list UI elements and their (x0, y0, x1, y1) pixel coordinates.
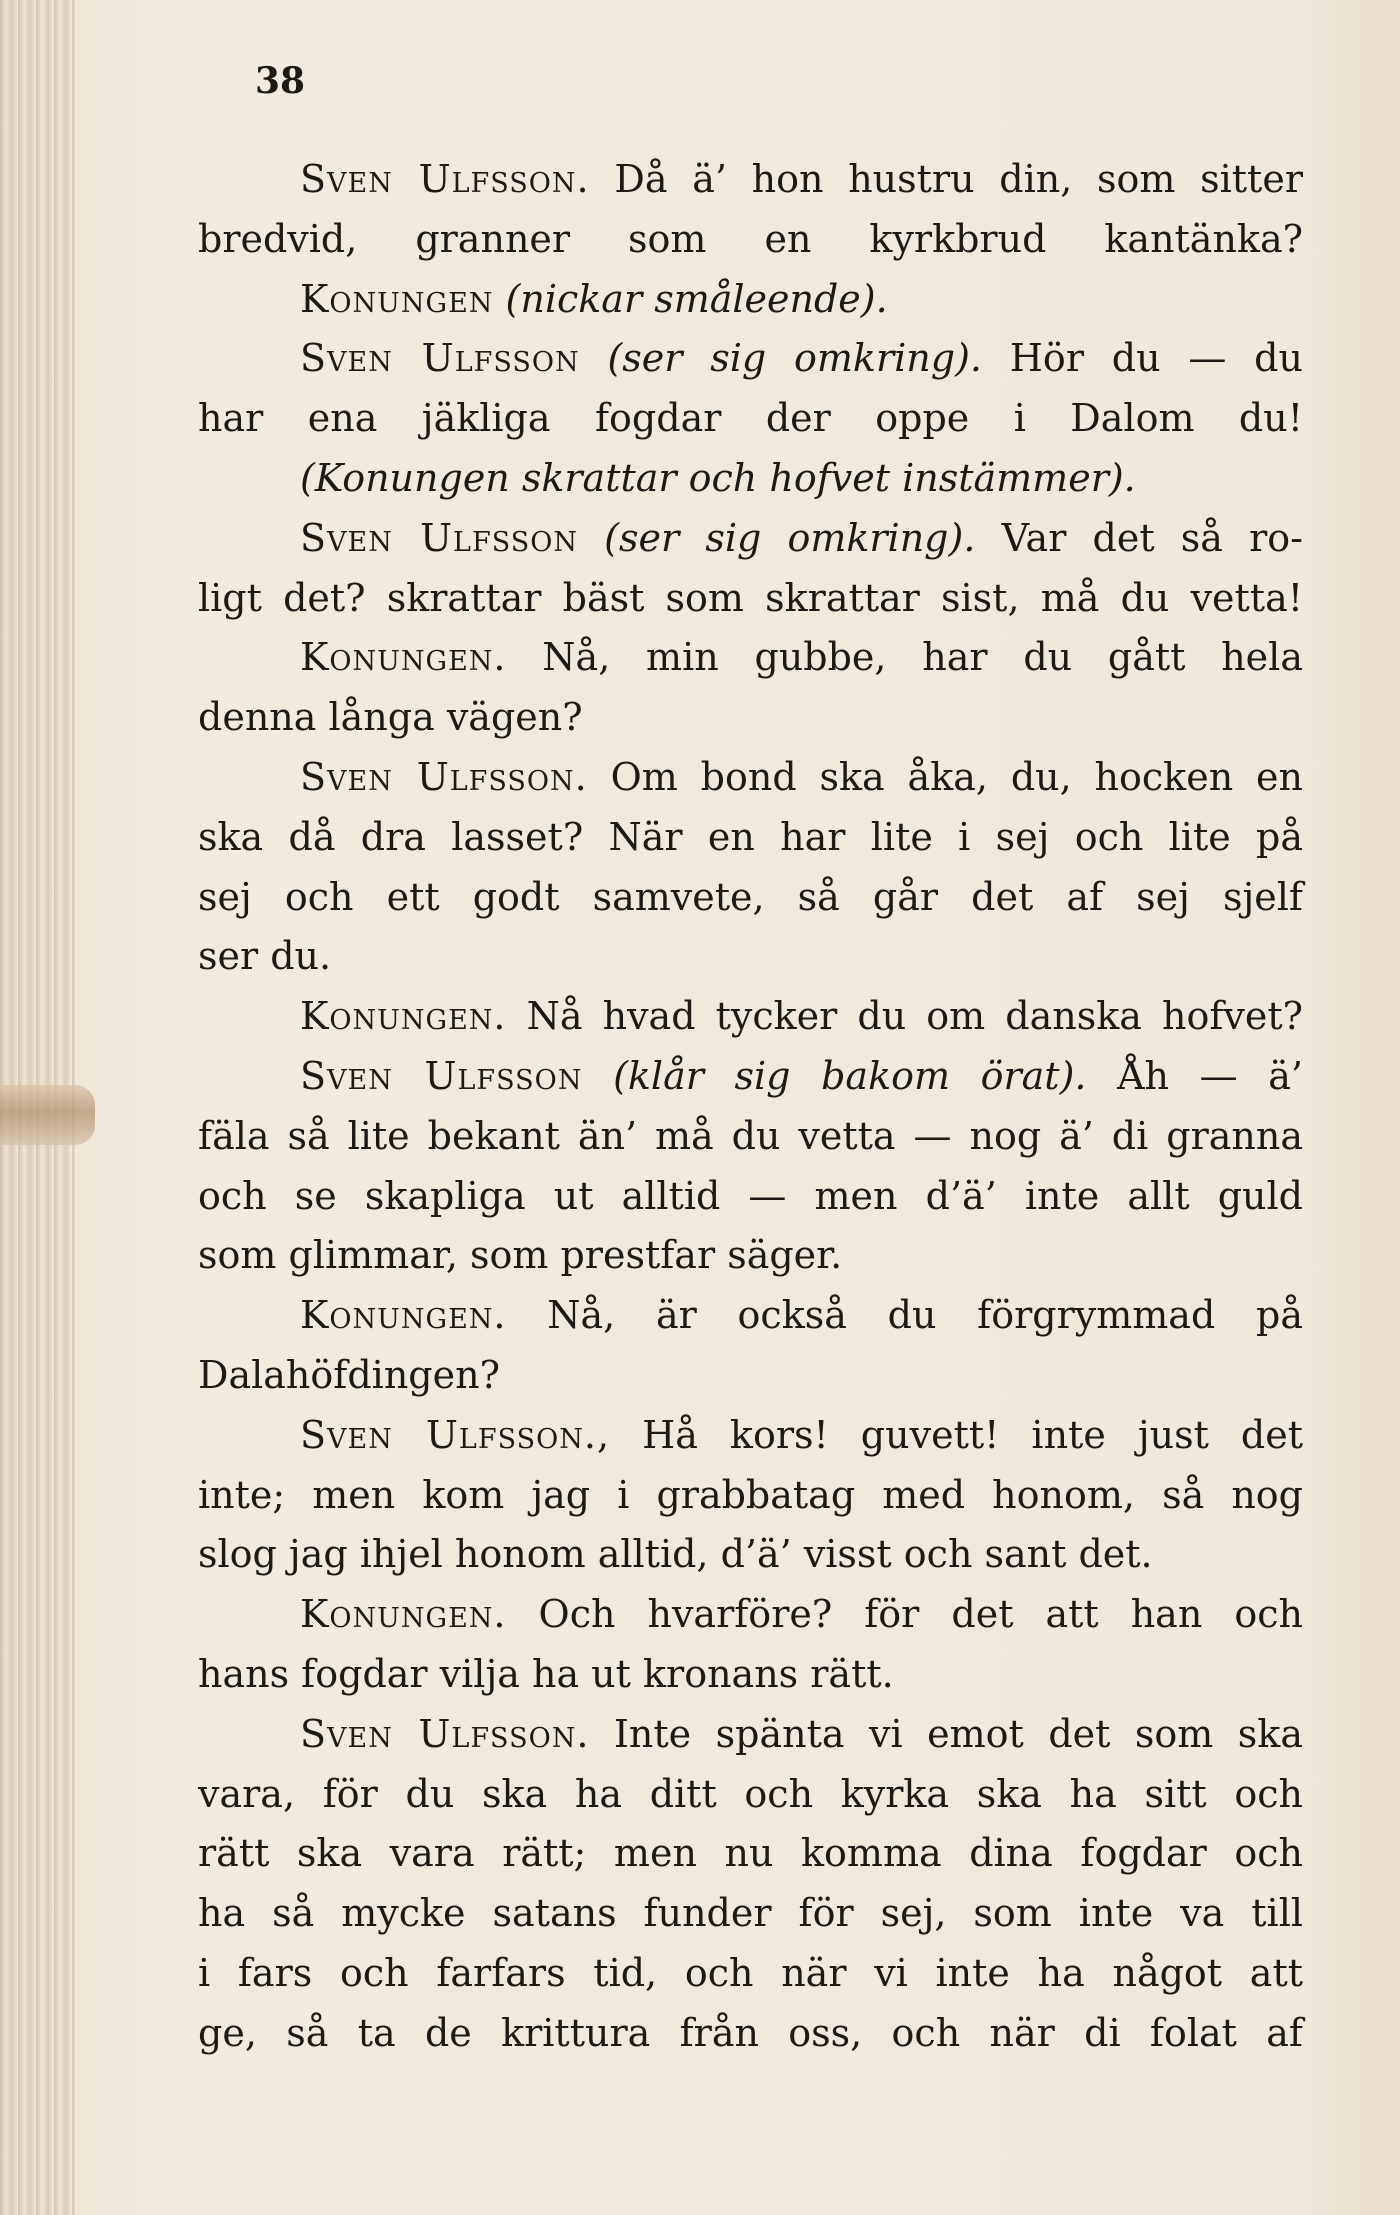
text-line (198, 270, 1303, 330)
text-line (198, 509, 1303, 569)
line-text: i fars och farfars tid, och när vi inte ha något att (198, 1950, 1303, 1995)
line-text: Nå, är också du förgrymmad på (547, 1293, 1303, 1338)
text-line (198, 449, 1303, 509)
text-line (198, 1824, 1303, 1884)
text-line (198, 150, 1303, 210)
line-text: ge, så ta de krittura från oss, och när di folat af (198, 2010, 1303, 2055)
line-text: denna långa vägen? (198, 695, 583, 740)
text-line (198, 1406, 1303, 1466)
text-line (198, 1167, 1303, 1227)
text-line (198, 569, 1303, 629)
line-text: Nå, min gubbe, har du gått hela (542, 635, 1303, 680)
speaker-name: Sven Ulfsson (300, 515, 578, 560)
text-line (198, 1645, 1303, 1705)
line-text: Och hvarföre? för det att han och (538, 1592, 1303, 1637)
line-text: ligt det? skrattar bäst som skrattar sist, må du vetta! (198, 575, 1303, 620)
text-line (198, 1286, 1303, 1346)
bookmark-ribbon (0, 1085, 95, 1145)
line-text: hans fogdar vilja ha ut kronans rätt. (198, 1651, 894, 1696)
text-line (198, 748, 1303, 808)
line-text: bredvid, granner som en kyrkbrud kantänka? (198, 216, 1303, 261)
speaker-name: Konungen. (300, 994, 507, 1039)
text-line (198, 868, 1303, 928)
speaker-name: Sven Ulfsson., (300, 1412, 611, 1457)
line-text: Då ä’ hon hustru din, som sitter (614, 157, 1303, 201)
line-text: Hå kors! guvett! inte just det (642, 1412, 1303, 1457)
speaker-name: Konungen. (300, 635, 507, 680)
speaker-name: Sven Ulfsson. (300, 754, 588, 799)
stage-direction: (nickar småleende). (505, 276, 888, 321)
text-line (198, 628, 1303, 688)
stage-direction: (ser sig omkring). (607, 336, 982, 381)
text-line (198, 1107, 1303, 1167)
line-text: Om bond ska åka, du, hocken en (610, 754, 1303, 799)
speaker-name: Sven Ulfsson (300, 1053, 583, 1098)
line-text: ser du. (198, 934, 332, 979)
stage-direction: (ser sig omkring). (604, 515, 976, 560)
text-line (198, 210, 1303, 270)
speaker-name: Sven Ulfsson. (300, 157, 590, 201)
line-text: fäla så lite bekant än’ må du vetta — nog ä’ di granna (198, 1113, 1303, 1158)
line-text: Inte spänta vi emot det som ska (613, 1711, 1303, 1756)
line-text: Var det så ro- (1001, 515, 1303, 560)
line-text: och se skapliga ut alltid — men d’ä’ inte allt guld (198, 1173, 1303, 1218)
line-text: Dalahöfdingen? (198, 1352, 500, 1397)
line-text: vara, för du ska ha ditt och kyrka ska ha sitt och (198, 1771, 1303, 1816)
text-line (198, 1525, 1303, 1585)
speaker-name: Sven Ulfsson. (300, 1711, 590, 1756)
speaker-name: Konungen. (300, 1293, 507, 1338)
text-line (198, 1585, 1303, 1645)
line-text: Hör du — du (1009, 336, 1303, 381)
text-line (198, 927, 1303, 987)
text-line (198, 1884, 1303, 1944)
speaker-name: Konungen. (300, 1592, 507, 1637)
text-line (198, 1047, 1303, 1107)
text-block (198, 150, 1303, 2064)
speaker-name: Konungen (300, 276, 494, 321)
line-text: Åh — ä’ (1117, 1053, 1303, 1098)
text-line (198, 1765, 1303, 1825)
text-line (198, 1705, 1303, 1765)
text-line (198, 2004, 1303, 2064)
line-text: inte; men kom jag i grabbatag med honom, så nog (198, 1472, 1303, 1517)
line-text: har ena jäkliga fogdar der oppe i Dalom du! (198, 396, 1303, 441)
speaker-name: Sven Ulfsson (300, 336, 580, 381)
line-text: ska då dra lasset? När en har lite i sej och lite på (198, 814, 1303, 859)
line-text: rätt ska vara rätt; men nu komma dina fogdar och (198, 1831, 1303, 1876)
line-text: sej och ett godt samvete, så går det af sej sjelf (198, 874, 1303, 919)
stage-direction: (Konungen skrattar och hofvet instämmer). (300, 455, 1136, 500)
line-text: Nå hvad tycker du om danska hofvet? (526, 994, 1303, 1039)
text-line (198, 329, 1303, 389)
stage-direction: (klår sig bakom örat). (613, 1053, 1087, 1098)
page-number: 38 (255, 60, 306, 102)
line-text: slog jag ihjel honom alltid, d’ä’ visst och sant det. (198, 1532, 1153, 1577)
text-line (198, 688, 1303, 748)
text-line (198, 987, 1303, 1047)
text-line (198, 1226, 1303, 1286)
text-line (198, 1944, 1303, 2004)
line-text: som glimmar, som prestfar säger. (198, 1233, 843, 1278)
text-line (198, 1466, 1303, 1526)
text-line (198, 808, 1303, 868)
line-text: ha så mycke satans funder för sej, som inte va till (198, 1891, 1303, 1936)
text-line (198, 1346, 1303, 1406)
text-line (198, 389, 1303, 449)
